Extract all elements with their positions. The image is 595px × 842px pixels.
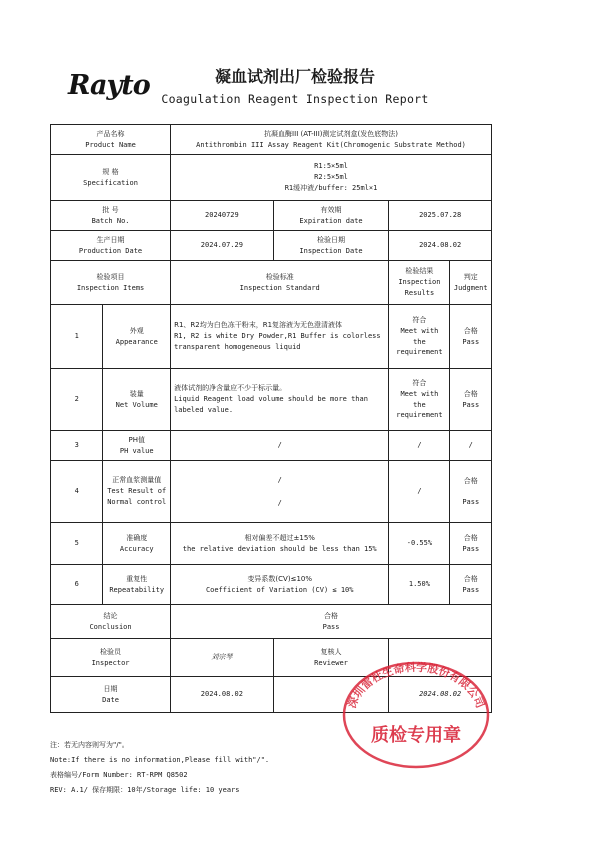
col-header-items: 检验项目 Inspection Items bbox=[51, 261, 171, 305]
inspector-signature: 刘宗琴 bbox=[171, 639, 274, 677]
revision-info: REV: A.1/ 保存期限：10年/Storage life: 10 years bbox=[50, 786, 240, 794]
production-date-label: 生产日期 Production Date bbox=[51, 231, 171, 261]
col-header-judgment: 判定 Judgment bbox=[450, 261, 492, 305]
production-row bbox=[51, 231, 492, 261]
conclusion-value: 合格 Pass bbox=[171, 605, 492, 639]
item-name: 重复性 Repeatability bbox=[103, 565, 171, 605]
stamp-bottom-text: 质检专用章 bbox=[371, 725, 461, 746]
quality-inspection-stamp bbox=[340, 655, 492, 770]
note-en: Note:If there is no information,Please fill with"/". bbox=[50, 756, 270, 764]
item-result: / bbox=[389, 431, 450, 461]
svg-text:深圳雷杜生命科学股份有限公司 bbox=[345, 660, 487, 710]
table-row bbox=[51, 369, 492, 431]
table-row bbox=[51, 461, 492, 523]
reviewer-date: 2024.08.02 bbox=[389, 677, 492, 713]
expiration-value: 2025.07.28 bbox=[389, 201, 492, 231]
table-row bbox=[51, 431, 492, 461]
item-standard: / / bbox=[171, 461, 389, 523]
product-name-value: 抗凝血酶III (AT-III)测定试剂盒(发色底物法) Antithrombin III Assay Reagent Kit(Chromogenic Substrate Method) bbox=[171, 125, 492, 155]
form-number: 表格编号/Form Number: RT-RPM Q8502 bbox=[50, 771, 188, 779]
specification-row bbox=[51, 155, 492, 201]
expiration-label: 有效期 Expiration date bbox=[273, 201, 389, 231]
table-row bbox=[51, 523, 492, 565]
reviewer-label: 复核人 Reviewer bbox=[273, 639, 389, 677]
footer-notes bbox=[50, 738, 269, 798]
item-result: 符合 Meet with the requirement bbox=[389, 369, 450, 431]
item-name: 外观 Appearance bbox=[103, 305, 171, 369]
item-judgment: 合格 Pass bbox=[450, 565, 492, 605]
item-judgment: 合格 Pass bbox=[450, 523, 492, 565]
item-judgment: 合格 Pass bbox=[450, 369, 492, 431]
inspection-date-value: 2024.08.02 bbox=[389, 231, 492, 261]
item-name: 装量 Net Volume bbox=[103, 369, 171, 431]
date-value: 2024.08.02 bbox=[171, 677, 274, 713]
col-header-standard: 检验标准 Inspection Standard bbox=[171, 261, 389, 305]
item-number: 5 bbox=[51, 523, 103, 565]
report-title-cn: 凝血试剂出厂检验报告 bbox=[214, 67, 375, 86]
item-judgment: / bbox=[450, 431, 492, 461]
company-logo: Rayto bbox=[68, 70, 150, 101]
item-standard: 变异系数(CV)≤10% Coefficient of Variation (CV) ≤ 10% bbox=[171, 565, 389, 605]
item-name: 准确度 Accuracy bbox=[103, 523, 171, 565]
item-name: 正常血浆测量值 Test Result of Normal control bbox=[103, 461, 171, 523]
item-judgment: 合格 Pass bbox=[450, 461, 492, 523]
batch-label: 批 号 Batch No. bbox=[51, 201, 171, 231]
item-name: PH值 PH value bbox=[103, 431, 171, 461]
inspector-label: 检验员 Inspector bbox=[51, 639, 171, 677]
item-number: 3 bbox=[51, 431, 103, 461]
item-number: 2 bbox=[51, 369, 103, 431]
item-result: / bbox=[389, 461, 450, 523]
item-number: 6 bbox=[51, 565, 103, 605]
date-label: 日期 Date bbox=[51, 677, 171, 713]
item-standard: R1、R2均为白色冻干粉末，R1复溶液为无色澄清液体 R1, R2 is white Dry Powder,R1 Buffer is colorless transparent homogeneous liquid bbox=[171, 305, 389, 369]
production-date-value: 2024.07.29 bbox=[171, 231, 274, 261]
item-standard: 液体试剂的净含量应不少于标示量。 Liquid Reagent load volume should be more than labeled value. bbox=[171, 369, 389, 431]
inspection-date-label: 检验日期 Inspection Date bbox=[273, 231, 389, 261]
conclusion-label: 结论 Conclusion bbox=[51, 605, 171, 639]
column-header-row bbox=[51, 261, 492, 305]
item-standard: / bbox=[171, 431, 389, 461]
note-cn: 注：若无内容则写为"/"。 bbox=[50, 741, 129, 749]
item-number: 1 bbox=[51, 305, 103, 369]
item-result: 1.50% bbox=[389, 565, 450, 605]
specification-value: R1:5×5ml R2:5×5ml R1缓冲液/buffer: 25ml×1 bbox=[171, 155, 492, 201]
specification-label: 规 格 Specification bbox=[51, 155, 171, 201]
table-row bbox=[51, 305, 492, 369]
item-number: 4 bbox=[51, 461, 103, 523]
item-judgment: 合格 Pass bbox=[450, 305, 492, 369]
item-result: -0.55% bbox=[389, 523, 450, 565]
product-name-label: 产品名称 Product Name bbox=[51, 125, 171, 155]
batch-value: 20240729 bbox=[171, 201, 274, 231]
product-row bbox=[51, 125, 492, 155]
item-standard: 相对偏差不超过±15% the relative deviation should be less than 15% bbox=[171, 523, 389, 565]
inspection-table bbox=[50, 124, 492, 713]
stamp-company-text: 深圳雷杜生命科学股份有限公司 bbox=[345, 660, 487, 710]
batch-row bbox=[51, 201, 492, 231]
conclusion-row bbox=[51, 605, 492, 639]
item-result: 符合 Meet with the requirement bbox=[389, 305, 450, 369]
col-header-results: 检验结果 Inspection Results bbox=[389, 261, 450, 305]
report-title-en: Coagulation Reagent Inspection Report bbox=[161, 92, 429, 106]
table-row bbox=[51, 565, 492, 605]
